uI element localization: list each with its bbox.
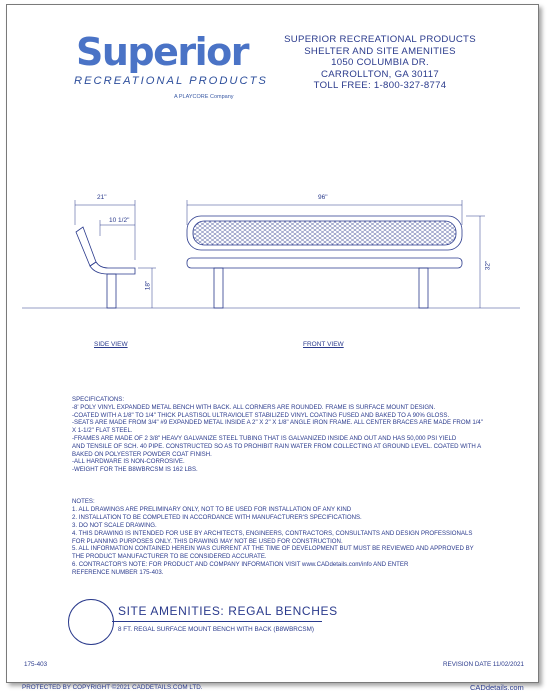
spec-line: -8' POLY VINYL EXPANDED METAL BENCH WITH BACK. ALL CORNERS ARE ROUNDED. FRAME IS SURFACE MOUNT DESIGN. [72, 403, 436, 411]
company-line: SUPERIOR RECREATIONAL PRODUCTS [284, 34, 476, 45]
drawing-subtitle: 8 FT. REGAL SURFACE MOUNT BENCH WITH BACK (B8WBRCSM) [118, 626, 314, 633]
spec-line: BAKED ON POLYESTER POWDER COAT FINISH. [72, 450, 212, 458]
front-length-dimension: 96" [318, 194, 328, 201]
title-block-rule [112, 621, 322, 622]
note-line: 4. THIS DRAWING IS INTENDED FOR USE BY ARCHITECTS, ENGINEERS, CONTRACTORS, CONSULTANTS AND DESIGN PROFESSIONALS [72, 529, 473, 537]
notes [72, 498, 512, 577]
revision-date: REVISION DATE 11/02/2021 [443, 661, 524, 668]
copyright-notice: PROTECTED BY COPYRIGHT ©2021 CADDETAILS.COM LTD. [22, 684, 203, 691]
note-line: THE PRODUCT MANUFACTURER TO BE CONSIDERED ACCURATE. [72, 553, 267, 561]
seat-height-dimension: 18" [144, 280, 152, 291]
note-line: 2. INSTALLATION TO BE COMPLETED IN ACCORDANCE WITH MANUFACTURER'S SPECIFICATIONS. [72, 513, 362, 521]
company-line: 1050 COLUMBIA DR. [331, 57, 429, 68]
seat-depth-dimension: 10 1/2" [109, 217, 130, 224]
spec-line: -SEATS ARE MADE FROM 3/4" #9 EXPANDED METAL INSIDE A 2" X 2" X 1/8" ANGLE IRON FRAME. ALL CENTER BRACES ARE MADE FROM 1/4" [72, 419, 483, 427]
drawing-title: SITE AMENITIES: REGAL BENCHES [118, 604, 338, 618]
note-line: FOR PLANNING PURPOSES ONLY. THIS DRAWING MAY NOT BE USED FOR CONSTRUCTION. [72, 537, 343, 545]
spec-line: -ALL HARDWARE IS NON-CORROSIVE. [72, 458, 185, 466]
front-view-drawing [187, 200, 485, 308]
company-line: TOLL FREE: 1-800-327-8774 [313, 80, 447, 91]
spec-line: -WEIGHT FOR THE B8WBRCSM IS 162 LBS. [72, 466, 198, 474]
spec-line: -FRAMES ARE MADE OF 2 3/8" HEAVY GALVANIZE STEEL TUBING THAT IS GALVANIZED INSIDE AND OUT AND HAS 50,000 PSI YIELD [72, 434, 457, 442]
note-line: 6. CONTRACTOR'S NOTE: FOR PRODUCT AND COMPANY INFORMATION VISIT www.CADdetails.com/info AND ENTER [72, 561, 409, 569]
company-line: CARROLLTON, GA 30117 [321, 68, 439, 80]
logo-subtitle: RECREATIONAL PRODUCTS [74, 75, 268, 87]
side-width-dimension: 21" [97, 194, 107, 201]
side-view-label: SIDE VIEW [94, 341, 128, 348]
logo-tagline: A PLAYCORE Company [174, 94, 234, 100]
note-line: 1. ALL DRAWINGS ARE PRELIMINARY ONLY, NOT TO BE USED FOR INSTALLATION OF ANY KIND [72, 505, 352, 513]
specs-heading: SPECIFICATIONS: [72, 396, 125, 403]
logo-wordmark: Superior [76, 30, 249, 74]
company-line: SHELTER AND SITE AMENITIES [304, 45, 456, 57]
spec-line: X 1-1/2" FLAT STEEL. [72, 427, 133, 435]
spec-line: -COATED WITH A 1/8" TO 1/4" THICK PLASTISOL ULTRAVIOLET STABILIZED VINYL COATING FUSED AND BAKED TO A 90% GLOSS. [72, 411, 450, 419]
front-view-label: FRONT VIEW [303, 341, 344, 348]
notes-heading: NOTES: [72, 498, 95, 505]
reference-number: 175-403 [24, 661, 48, 668]
title-block-circle [68, 599, 114, 645]
note-line: 3. DO NOT SCALE DRAWING. [72, 521, 157, 529]
note-line: REFERENCE NUMBER 175-403. [72, 569, 164, 577]
specifications [72, 396, 512, 474]
front-height-dimension: 32" [484, 260, 492, 271]
note-line: 5. ALL INFORMATION CONTAINED HEREIN WAS CURRENT AT THE TIME OF DEVELOPMENT BUT MUST BE REVIEWED AND APPROVED BY [72, 545, 474, 553]
spec-line: AND TENSILE OF SCH. 40 PIPE. CONSTRUCTED SO AS TO PROHIBIT RAIN WATER FROM COLLECTING AT GROUND LEVEL. COATED WITH A [72, 442, 482, 450]
caddetails-brand: CADdetails.com [470, 683, 524, 692]
